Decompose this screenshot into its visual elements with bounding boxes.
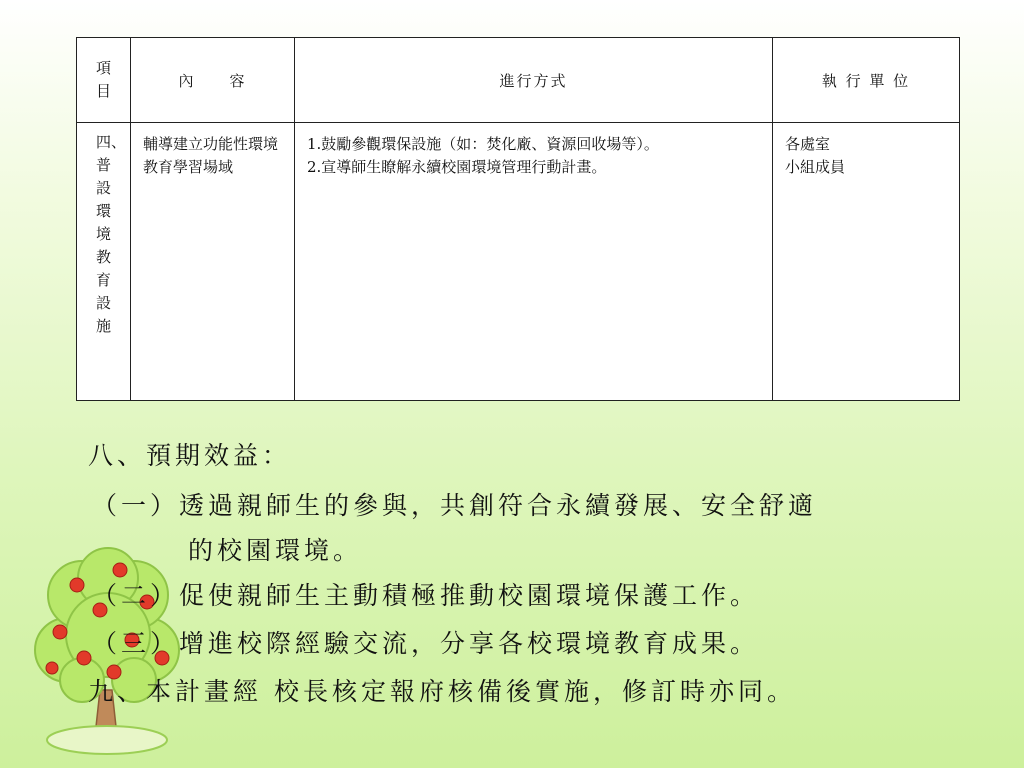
row-item-cell [77, 123, 131, 401]
activity-table [76, 37, 960, 401]
benefits-title: 八、預期效益： [88, 441, 292, 470]
unit-item-2: 小組成員 [785, 158, 846, 176]
method-list [307, 133, 764, 179]
unit-item-1: 各處室 [785, 135, 831, 153]
method-item-2: 2.宣導師生瞭解永續校園環境管理行動計畫。 [307, 158, 607, 176]
row-unit-cell [773, 123, 960, 401]
benefit-1-line-1: （一）透過親師生的參與，共創符合永續發展、安全舒適 [92, 491, 818, 520]
row-method-cell [295, 123, 773, 401]
method-item-1: 1.鼓勵參觀環保設施（如：焚化廠、資源回收場等）。 [307, 135, 659, 153]
implementation-text: 九、本計畫經 校長核定報府核備後實施，修訂時亦同。 [88, 677, 796, 706]
row-content-cell [131, 123, 295, 401]
header-method-label: 進行方式 [499, 71, 568, 90]
header-unit [773, 38, 960, 123]
header-item [77, 38, 131, 123]
header-content-label: 內 容 [178, 71, 247, 90]
unit-list [785, 133, 951, 179]
header-method [295, 38, 773, 123]
benefit-1-line-2: 的校園環境。 [188, 536, 363, 565]
header-unit-label: 執 行 單 位 [821, 71, 911, 90]
header-item-label: 項目 [96, 59, 114, 100]
row-item-label: 四、普設環境教育設施 [96, 133, 127, 335]
benefit-2: （二）促使親師生主動積極推動校園環境保護工作。 [92, 581, 760, 610]
table-header-row [77, 38, 960, 123]
table-row [77, 123, 960, 401]
row-content-text: 輔導建立功能性環境教育學習場域 [143, 135, 279, 176]
header-content [131, 38, 295, 123]
benefit-3: （三）增進校際經驗交流，分享各校環境教育成果。 [92, 629, 760, 658]
